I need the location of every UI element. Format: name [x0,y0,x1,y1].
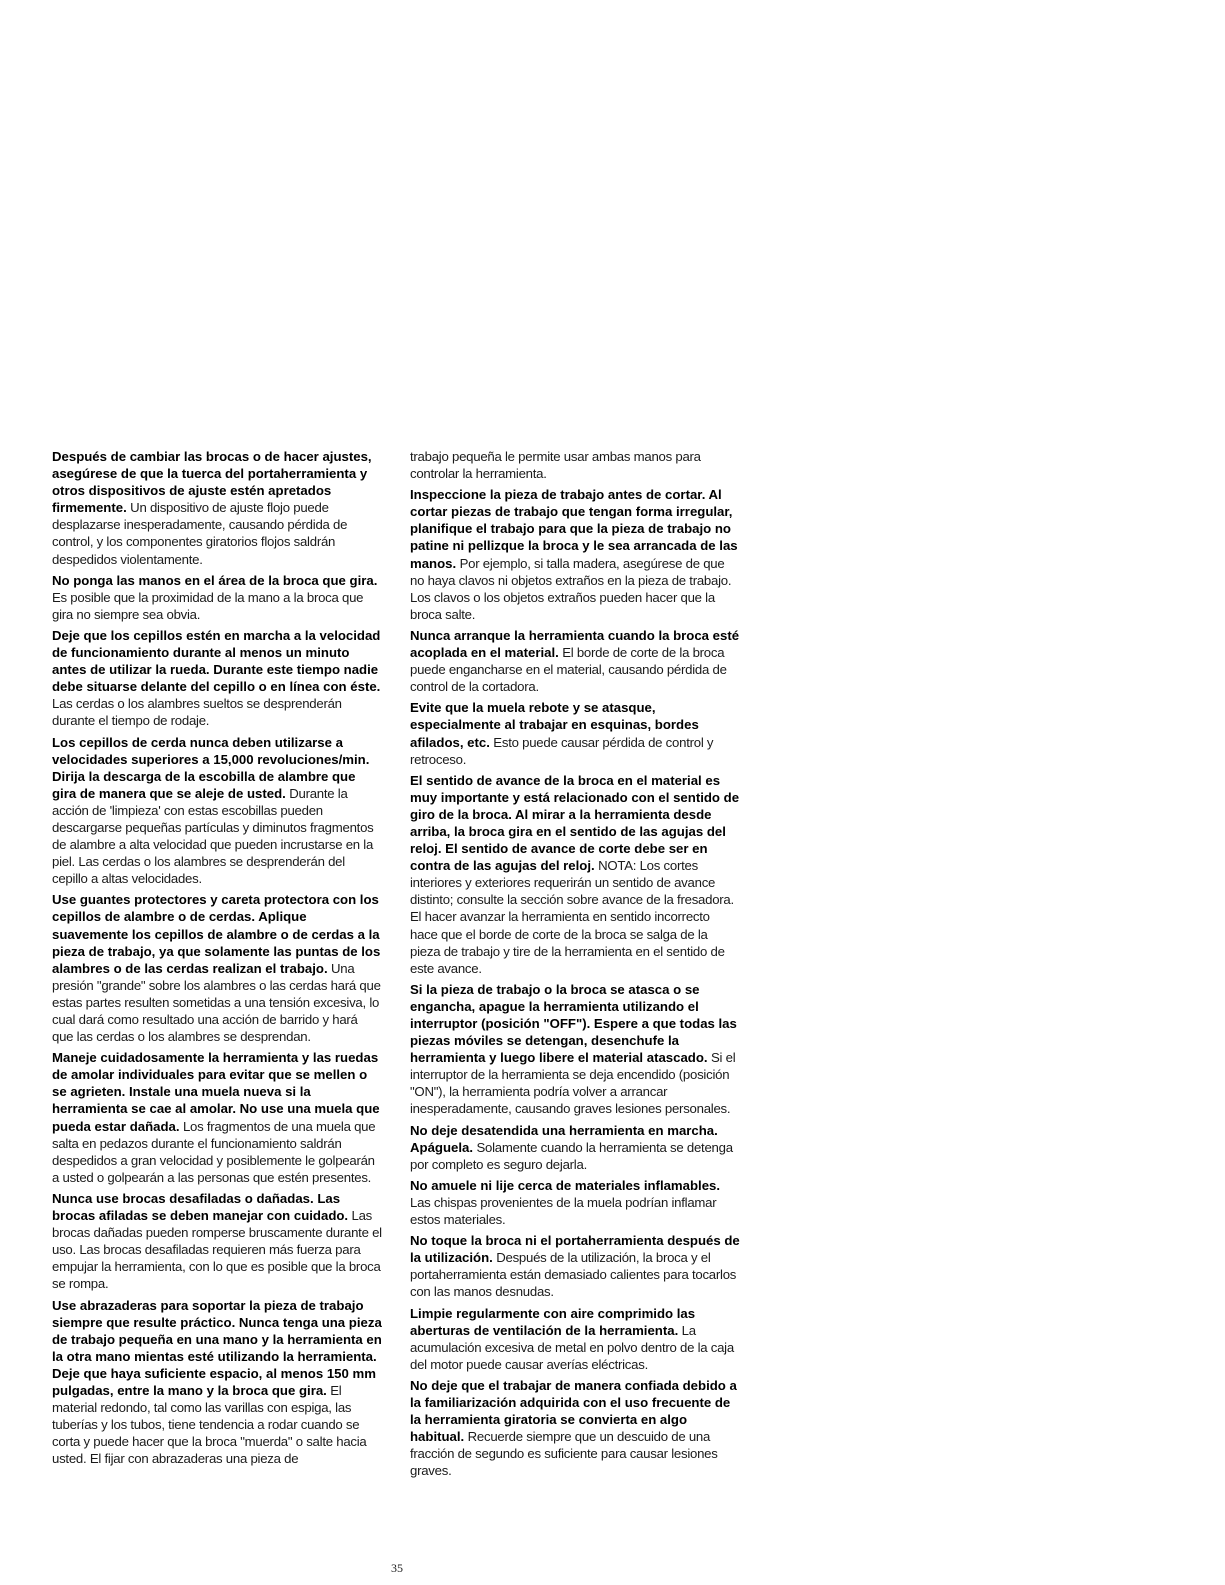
paragraph-body: Las chispas provenientes de la muela podrían inflamar estos materiales. [410,1194,717,1228]
paragraph-body: Un dispositivo de ajuste flojo puede desplazarse inesperadamente, causando pérdida de control, y los componentes giratorios flojos saldrán despedidos violentamente. [52,500,348,567]
paragraph-heading: Los cepillos de cerda nunca deben utilizarse a velocidades superiores a 15,000 revoluciones/min. Dirija la descarga de la escobilla de alambre que gira de manera que se aleje de usted. [52,734,370,801]
paragraph [410,1122,740,1173]
page-number: 35 [391,1561,403,1575]
paragraph-body: Es posible que la proximidad de la mano a la broca que gira no siempre sea obvia. [52,589,364,622]
paragraph-body: Los fragmentos de una muela que salta en pedazos durante el funcionamiento saldrán despedidos a gran velocidad y posiblemente le golpearán a usted o golpearán a las personas que estén presentes. [52,1118,376,1185]
paragraph [410,448,740,482]
paragraph-heading: No deje que el trabajar de manera confiada debido a la familiarización adquirida con el uso frecuente de la herramienta giratoria se convierta en algo habitual. [410,1377,737,1445]
paragraph [52,572,382,623]
paragraph-heading: Después de cambiar las brocas o de hacer ajustes, asegúrese de que la tuerca del portaherramienta y otros dispositivos de ajuste estén apretados firmemente. [52,449,372,516]
paragraph-body: Recuerde siempre que un descuido de una fracción de segundo es suficiente para causar lesiones graves. [410,1429,718,1479]
paragraph-body: Las brocas dañadas pueden romperse bruscamente durante el uso. Las brocas desafiladas requieren más fuerza para empujar la herramienta, con lo que es posible que la broca se rompa. [52,1208,382,1292]
paragraph [410,981,740,1118]
paragraph [410,627,740,695]
paragraph-heading: No deje desatendida una herramienta en marcha. Apáguela. [410,1122,718,1155]
paragraph-body: Si el interruptor de la herramienta se deja encendido (posición "ON"), la herramienta podría volver a arrancar inesperadamente, causando graves lesiones personales. [410,1050,736,1117]
paragraph [410,1377,740,1480]
paragraph [52,1297,382,1468]
paragraph [410,1177,740,1228]
paragraph-heading: No toque la broca ni el portaherramienta después de la utilización. [410,1233,740,1266]
paragraph [410,772,740,977]
paragraph [52,1190,382,1293]
paragraph-body: Durante la acción de 'limpieza' con estas escobillas pueden descargarse pequeñas partículas y diminutos fragmentos de alambre a alta velocidad que pueden incrustarse en la piel. Las cerdas o los alambres se desprenderán del cepillo a altas velocidades. [52,785,374,887]
paragraph-heading: Use guantes protectores y careta protectora con los cepillos de alambre o de cerdas. Aplique suavemente los cepillos de alambre o de cerdas a la pieza de trabajo, ya que solamente las puntas de los alambres o de las cerdas realizan el trabajo. [52,892,381,976]
paragraph-body: La acumulación excesiva de metal en polvo dentro de la caja del motor puede causar averías eléctricas. [410,1322,734,1372]
paragraph-heading: Nunca use brocas desafiladas o dañadas. Las brocas afiladas se deben manejar con cuidado. [52,1190,349,1224]
paragraph [52,891,382,1045]
paragraph-heading: Deje que los cepillos estén en marcha a la velocidad de funcionamiento durante al menos un minuto antes de utilizar la rueda. Durante este tiempo nadie debe situarse delante del cepillo o en línea con éste. [52,627,381,695]
paragraph-heading: Limpie regularmente con aire comprimido las aberturas de ventilación de la herramienta. [410,1305,696,1338]
paragraph [52,1049,382,1186]
paragraph-heading: Nunca arranque la herramienta cuando la broca esté acoplada en el material. [410,627,740,661]
paragraph-body: El borde de corte de la broca puede engancharse en el material, causando pérdida de control de la cortadora. [410,645,727,695]
paragraph-body: Solamente cuando la herramienta se detenga por completo es seguro dejarla. [410,1139,733,1172]
paragraph-body: Las cerdas o los alambres sueltos se desprenderán durante el tiempo de rodaje. [52,696,342,729]
right-column [410,448,740,1483]
paragraph-heading: Inspeccione la pieza de trabajo antes de cortar. Al cortar piezas de trabajo que tengan forma irregular, planifique el trabajo para que la pieza de trabajo no patine ni pellizque la broca y le sea arrancada de las manos. [410,487,738,571]
paragraph-body: Esto puede causar pérdida de control y retroceso. [410,734,714,767]
paragraph [410,1305,740,1373]
paragraph-heading: No ponga las manos en el área de la broca que gira. [52,572,378,588]
paragraph-body: Por ejemplo, si talla madera, asegúrese de que no haya clavos ni objetos extraños en la pieza de trabajo. Los clavos o los objetos extraños pueden hacer que la broca salte. [410,555,732,622]
paragraph-heading: Si la pieza de trabajo o la broca se atasca o se engancha, apague la herramienta utilizando el interruptor (posición "OFF"). Espere a que todas las piezas móviles se detengan, desenchufe la herramienta y luego libere el material atascado. [410,981,737,1066]
paragraph [52,734,382,888]
paragraph-body: Una presión "grande" sobre los alambres o las cerdas hará que estas partes resulten sometidas a una tensión excesiva, lo cual dará como resultado una acción de barrido y hará que las cerdas o los alambres se desprendan. [52,960,381,1045]
paragraph-heading: No amuele ni lije cerca de materiales inflamables. [410,1177,721,1193]
paragraph-heading: Use abrazaderas para soportar la pieza de trabajo siempre que resulte práctico. Nunca tenga una pieza de trabajo pequeña en una mano y la herramienta en la otra mano mientas esté utilizando la herramienta. Deje que haya suficiente espacio, al menos 150 mm pulgadas, entre la mano y la broca que gira. [52,1297,382,1398]
paragraph [410,699,740,767]
paragraph [52,627,382,730]
left-column [52,448,382,1471]
paragraph [410,1232,740,1300]
paragraph-heading: El sentido de avance de la broca en el material es muy importante y está relacionado con el sentido de giro de la broca. Al mirar a la herramienta desde arriba, la broca gira en el sentido de las agujas del reloj. El sentido de avance de corte debe ser en contra de las agujas del reloj. [410,772,740,874]
paragraph [52,448,382,568]
paragraph-body: Después de la utilización, la broca y el portaherramienta están demasiado calientes para tocarlos con las manos desnudas. [410,1250,737,1300]
paragraph-body: El material redondo, tal como las varillas con espiga, las tuberías y los tubos, tiene tendencia a rodar cuando se corta y puede hacer que la broca "muerda" o salte hacia usted. El fijar con abrazaderas una pieza de [52,1382,367,1467]
paragraph [410,486,740,623]
paragraph-heading: Maneje cuidadosamente la herramienta y las ruedas de amolar individuales para evitar que se mellen o se agrieten. Instale una muela nueva si la herramienta se cae al amolar. No use una muela que pueda estar dañada. [52,1050,380,1134]
paragraph-body: NOTA: Los cortes interiores y exteriores requerirán un sentido de avance distinto; consulte la sección sobre avance de la fresadora. El hacer avanzar la herramienta en sentido incorrecto hace que el borde de corte de la broca se salga de la pieza de trabajo y tire de la herramienta en el sentido de este avance. [410,858,734,976]
paragraph-heading: Evite que la muela rebote y se atasque, especialmente al trabajar en esquinas, bordes afilados, etc. [410,700,699,750]
paragraph-body: trabajo pequeña le permite usar ambas manos para controlar la herramienta. [410,449,701,482]
